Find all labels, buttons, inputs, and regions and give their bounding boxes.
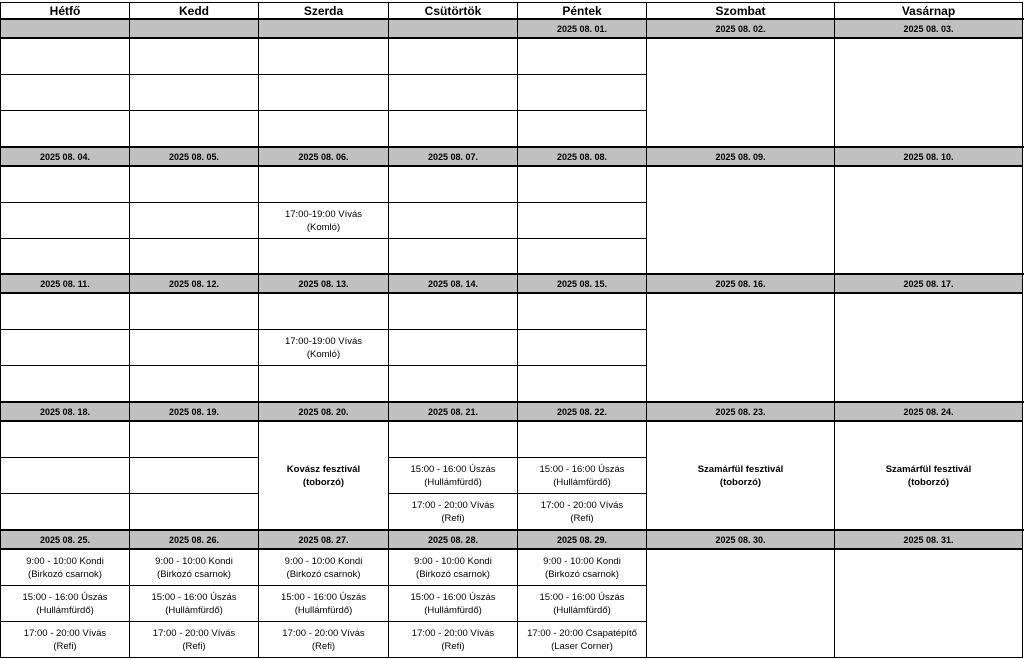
event-slot — [129, 238, 259, 275]
date-cell: 2025 08. 04. — [0, 147, 130, 166]
event-slot: 17:00 - 20:00 Csapatépítő (Laser Corner) — [517, 621, 647, 658]
event-slot — [258, 293, 389, 330]
date-cell: 2025 08. 26. — [129, 530, 259, 549]
date-cell: 2025 08. 01. — [517, 19, 647, 38]
date-cell — [258, 19, 389, 38]
event-slot — [388, 110, 518, 147]
date-cell: 2025 08. 30. — [646, 530, 835, 549]
date-cell: 2025 08. 27. — [258, 530, 389, 549]
event-slot: 9:00 - 10:00 Kondi (Birkozó csarnok) — [517, 549, 647, 586]
event-slot — [0, 74, 130, 111]
event-slot — [517, 365, 647, 402]
event-slot — [129, 110, 259, 147]
event-slot: 17:00-19:00 Vívás (Komló) — [258, 202, 389, 239]
event-slot — [0, 329, 130, 366]
event-slot — [258, 238, 389, 275]
weekend-cell — [834, 38, 1023, 147]
date-cell: 2025 08. 02. — [646, 19, 835, 38]
event-slot — [517, 166, 647, 203]
event-slot — [0, 457, 130, 494]
event-slot — [517, 38, 647, 75]
day-header: Vasárnap — [834, 2, 1023, 20]
event-slot — [517, 329, 647, 366]
event-slot: 9:00 - 10:00 Kondi (Birkozó csarnok) — [258, 549, 389, 586]
weekend-cell — [834, 293, 1023, 402]
event-slot — [258, 166, 389, 203]
event-slot: 9:00 - 10:00 Kondi (Birkozó csarnok) — [129, 549, 259, 586]
date-cell: 2025 08. 29. — [517, 530, 647, 549]
weekend-cell — [834, 549, 1023, 658]
event-slot — [0, 421, 130, 458]
event-slot — [388, 365, 518, 402]
day-header: Szombat — [646, 2, 835, 20]
event-slot — [388, 329, 518, 366]
event-slot — [129, 293, 259, 330]
event-slot — [129, 365, 259, 402]
event-slot — [258, 38, 389, 75]
event-slot: 9:00 - 10:00 Kondi (Birkozó csarnok) — [0, 549, 130, 586]
event-slot — [388, 166, 518, 203]
event-slot — [517, 202, 647, 239]
event-slot — [129, 329, 259, 366]
date-cell: 2025 08. 06. — [258, 147, 389, 166]
event-slot — [129, 74, 259, 111]
date-cell: 2025 08. 19. — [129, 402, 259, 421]
date-cell: 2025 08. 09. — [646, 147, 835, 166]
date-cell — [388, 19, 518, 38]
event-slot — [388, 202, 518, 239]
event-slot — [0, 293, 130, 330]
date-cell: 2025 08. 13. — [258, 274, 389, 293]
weekend-cell: Szamárfül fesztivál (toborzó) — [646, 421, 835, 530]
event-slot: 15:00 - 16:00 Úszás (Hullámfürdő) — [129, 585, 259, 622]
event-slot: 17:00 - 20:00 Vívás (Refi) — [129, 621, 259, 658]
date-cell: 2025 08. 12. — [129, 274, 259, 293]
event-slot — [517, 421, 647, 458]
date-cell: 2025 08. 14. — [388, 274, 518, 293]
event-slot — [517, 74, 647, 111]
event-slot — [0, 110, 130, 147]
day-header: Csütörtök — [388, 2, 518, 20]
event-slot — [129, 421, 259, 458]
date-cell: 2025 08. 15. — [517, 274, 647, 293]
date-cell: 2025 08. 22. — [517, 402, 647, 421]
event-slot — [258, 365, 389, 402]
date-cell: 2025 08. 05. — [129, 147, 259, 166]
date-cell: 2025 08. 17. — [834, 274, 1023, 293]
weekend-cell — [646, 166, 835, 275]
date-cell — [0, 19, 130, 38]
date-cell: 2025 08. 16. — [646, 274, 835, 293]
date-cell: 2025 08. 08. — [517, 147, 647, 166]
event-slot — [258, 110, 389, 147]
event-slot: 17:00 - 20:00 Vívás (Refi) — [258, 621, 389, 658]
date-cell: 2025 08. 25. — [0, 530, 130, 549]
event-slot: 15:00 - 16:00 Úszás (Hullámfürdő) — [0, 585, 130, 622]
date-cell: 2025 08. 23. — [646, 402, 835, 421]
event-slot: 17:00 - 20:00 Vívás (Refi) — [517, 493, 647, 530]
event-slot: 17:00 - 20:00 Vívás (Refi) — [0, 621, 130, 658]
event-slot: 15:00 - 16:00 Úszás (Hullámfürdő) — [517, 457, 647, 494]
day-header: Hétfő — [0, 2, 130, 20]
event-slot — [517, 238, 647, 275]
date-cell: 2025 08. 11. — [0, 274, 130, 293]
event-slot — [0, 202, 130, 239]
event-slot — [129, 166, 259, 203]
event-slot — [517, 293, 647, 330]
event-slot — [0, 38, 130, 75]
event-slot: 9:00 - 10:00 Kondi (Birkozó csarnok) — [388, 549, 518, 586]
date-cell — [129, 19, 259, 38]
date-cell: 2025 08. 03. — [834, 19, 1023, 38]
day-header: Kedd — [129, 2, 259, 20]
event-slot — [517, 110, 647, 147]
event-slot — [0, 238, 130, 275]
event-slot: 17:00 - 20:00 Vívás (Refi) — [388, 621, 518, 658]
date-cell: 2025 08. 20. — [258, 402, 389, 421]
weekend-cell — [646, 38, 835, 147]
weekend-cell — [646, 293, 835, 402]
event-slot — [0, 166, 130, 203]
event-slot — [129, 493, 259, 530]
day-header: Péntek — [517, 2, 647, 20]
date-cell: 2025 08. 18. — [0, 402, 130, 421]
weekend-cell — [646, 549, 835, 658]
event-slot — [129, 202, 259, 239]
event-slot — [0, 365, 130, 402]
weekend-cell — [834, 166, 1023, 275]
event-slot — [388, 238, 518, 275]
event-slot — [388, 74, 518, 111]
date-cell: 2025 08. 31. — [834, 530, 1023, 549]
event-slot — [129, 457, 259, 494]
event-slot: 17:00-19:00 Vívás (Komló) — [258, 329, 389, 366]
event-slot — [258, 74, 389, 111]
event-slot: 15:00 - 16:00 Úszás (Hullámfürdő) — [258, 585, 389, 622]
event-slot: 17:00 - 20:00 Vívás (Refi) — [388, 493, 518, 530]
event-slot: 15:00 - 16:00 Úszás (Hullámfürdő) — [388, 585, 518, 622]
event-slot: 15:00 - 16:00 Úszás (Hullámfürdő) — [517, 585, 647, 622]
event-slot — [0, 493, 130, 530]
weekend-cell: Szamárfül fesztivál (toborzó) — [834, 421, 1023, 530]
event-slot: 15:00 - 16:00 Úszás (Hullámfürdő) — [388, 457, 518, 494]
event-slot — [388, 293, 518, 330]
date-cell: 2025 08. 24. — [834, 402, 1023, 421]
event-slot — [388, 38, 518, 75]
date-cell: 2025 08. 10. — [834, 147, 1023, 166]
event-slot — [129, 38, 259, 75]
date-cell: 2025 08. 28. — [388, 530, 518, 549]
day-header: Szerda — [258, 2, 389, 20]
event-cell-tall: Kovász fesztivál (toborzó) — [258, 421, 389, 530]
event-slot — [388, 421, 518, 458]
date-cell: 2025 08. 21. — [388, 402, 518, 421]
date-cell: 2025 08. 07. — [388, 147, 518, 166]
